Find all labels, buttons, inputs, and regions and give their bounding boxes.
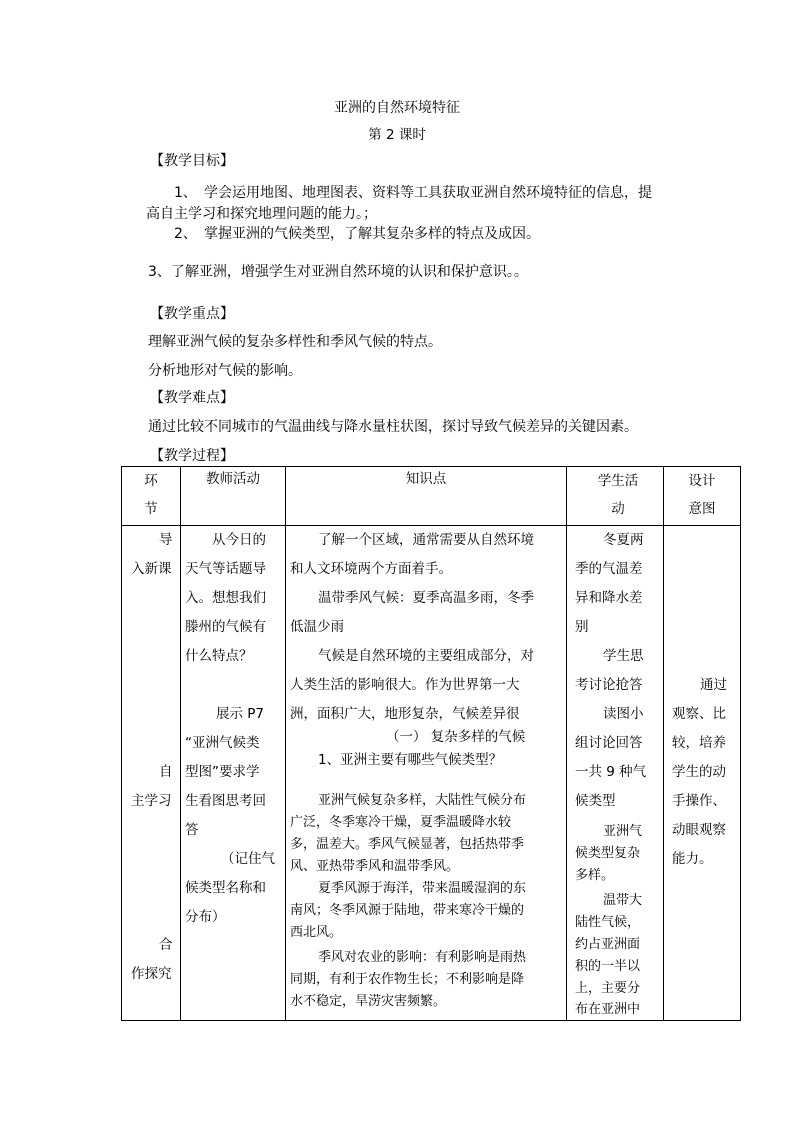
- teacher-line: “亚洲气候类: [185, 735, 260, 751]
- lesson-subtitle: 第 2 课时: [368, 127, 426, 143]
- knowledge-line: 季风对农业的影响：有利影响是雨热: [318, 950, 527, 965]
- knowledge-point-cell: [286, 526, 567, 1021]
- objective-1-text: 学会运用地图、地理图表、资料等工具获取亚洲自然环境特征的信息，提: [204, 185, 652, 201]
- stage-cell: [122, 526, 181, 1021]
- stage-cooperation-line1: 合: [159, 937, 173, 953]
- header-stage: 环 节: [122, 467, 181, 526]
- student-line: 约占亚洲面: [575, 937, 641, 952]
- difficulties-heading: 【教学难点】: [150, 390, 234, 406]
- design-line: 能力。: [672, 851, 713, 867]
- table-body-row: [122, 526, 741, 1021]
- objective-2-number: 2、: [174, 226, 197, 242]
- student-line: 上，主要分: [575, 981, 641, 996]
- knowledge-line: 温带季风气候：夏季高温多雨，冬季: [318, 590, 534, 606]
- student-line: 陆性气候，: [575, 915, 641, 930]
- design-line: 动眼观察: [672, 822, 726, 838]
- knowledge-line: 水不稳定，旱涝灾害频繁。: [290, 994, 447, 1009]
- student-line: 读图小: [603, 706, 644, 722]
- student-line: 别: [575, 619, 589, 635]
- teacher-line: 候类型名称和: [185, 880, 266, 896]
- design-line: 观察、比: [672, 706, 726, 722]
- objective-2-text: 掌握亚洲的气候类型，了解其复杂多样的特点及成因。: [204, 226, 540, 242]
- student-activity-cell: [567, 526, 664, 1021]
- table-header-row: [122, 467, 741, 526]
- knowledge-line: 多，温差大。季风气候显著，包括热带季: [290, 837, 525, 852]
- student-line: 候类型复杂: [575, 846, 641, 861]
- student-line: 组讨论回答: [575, 735, 643, 751]
- teacher-line: 展示 P7: [216, 706, 265, 722]
- student-line: 季的气温差: [575, 561, 643, 577]
- header-knowledge-point: 知识点: [286, 467, 567, 526]
- design-line: 较，培养: [672, 735, 726, 751]
- knowledge-line: 广泛，冬季寒冷干燥，夏季温暖降水较: [290, 815, 512, 830]
- knowledge-line: 亚洲气候复杂多样，大陆性气候分布: [318, 793, 527, 808]
- stage-self-study-line1: 自: [159, 764, 173, 780]
- knowledge-line: 了解一个区域，通常需要从自然环境: [318, 532, 534, 548]
- student-line: 亚洲气: [603, 824, 643, 839]
- teacher-line: 分布）: [185, 909, 226, 925]
- objective-1-continuation: 高自主学习和探究地理问题的能力。；: [146, 206, 377, 222]
- student-line: 考讨论抢答: [575, 677, 643, 693]
- teacher-line: 滕州的气候有: [185, 619, 266, 635]
- teacher-line: 型图”要求学: [185, 764, 260, 780]
- stage-intro-line1: 导: [159, 532, 173, 548]
- student-line: 候类型: [575, 793, 616, 809]
- student-line: 布在亚洲中: [575, 1002, 641, 1017]
- student-line: 一共 9 种气: [575, 764, 647, 780]
- knowledge-section-heading: （一） 复杂多样的气候: [386, 729, 526, 745]
- knowledge-line: 低温少雨: [290, 619, 344, 635]
- knowledge-question: 1、亚洲主要有哪些气候类型？: [318, 752, 503, 768]
- design-line: 手操作、: [672, 793, 726, 809]
- design-line: 通过: [700, 677, 727, 693]
- knowledge-line: 同期，有利于农作物生长；不利影响是降: [290, 972, 525, 987]
- student-line: 冬夏两: [603, 532, 644, 548]
- design-line: 学生的动: [672, 764, 726, 780]
- knowledge-line: 洲，面积广大，地形复杂，气候差异很: [290, 706, 520, 722]
- teacher-line: （记住气: [221, 851, 275, 867]
- knowledge-line: 人类生活的影响很大。作为世界第一大: [290, 677, 520, 693]
- header-student-activity: 学生活 动: [567, 467, 664, 526]
- knowledge-line: 西北风。: [290, 925, 343, 940]
- knowledge-line: 夏季风源于海洋，带来温暖湿润的东: [318, 881, 527, 896]
- key-point-1: 理解亚洲气候的复杂多样性和季风气候的特点。: [148, 334, 442, 350]
- stage-self-study-line2: 主学习: [131, 793, 172, 809]
- stage-intro-line2: 入新课: [131, 561, 172, 577]
- knowledge-line: 气候是自然环境的主要组成部分，对: [318, 648, 534, 664]
- stage-cooperation-line2: 作探究: [131, 966, 172, 982]
- teacher-line: 天气等话题导: [185, 561, 266, 577]
- design-intent-cell: [664, 526, 741, 1021]
- knowledge-line: 风、亚热带季风和温带季风。: [290, 859, 460, 874]
- objective-3: 3、了解亚洲，增强学生对亚洲自然环境的认识和保护意识。。: [148, 264, 528, 280]
- knowledge-line: 南风；冬季风源于陆地，带来寒冷干燥的: [290, 903, 525, 918]
- student-line: 多样。: [575, 868, 615, 883]
- student-line: 异和降水差: [575, 590, 643, 606]
- student-line: 学生思: [603, 648, 644, 664]
- teacher-line: 答: [185, 822, 199, 838]
- document-title: 亚洲的自然环境特征: [334, 100, 460, 116]
- key-point-2: 分析地形对气候的影响。: [148, 363, 302, 379]
- key-points-heading: 【教学重点】: [150, 306, 234, 322]
- teacher-line: 生看图思考回: [185, 793, 266, 809]
- teacher-activity-cell: [181, 526, 286, 1021]
- teacher-line: 什么特点？: [185, 648, 253, 664]
- header-design-intent: 设计 意图: [664, 467, 741, 526]
- header-teacher-activity: 教师活动: [181, 467, 286, 526]
- student-line: 积的一半以: [575, 959, 641, 974]
- student-line: 温带大: [603, 893, 643, 908]
- objectives-heading: 【教学目标】: [150, 153, 234, 169]
- teacher-line: 入。想想我们: [185, 590, 266, 606]
- teacher-line: 从今日的: [212, 532, 266, 548]
- difficulty-1: 通过比较不同城市的气温曲线与降水量柱状图，探讨导致气候差异的关键因素。: [148, 419, 638, 435]
- knowledge-line: 和人文环境两个方面着手。: [290, 561, 452, 577]
- objective-1-number: 1、: [174, 185, 197, 201]
- teaching-process-table: [121, 466, 741, 1021]
- process-heading: 【教学过程】: [150, 448, 234, 464]
